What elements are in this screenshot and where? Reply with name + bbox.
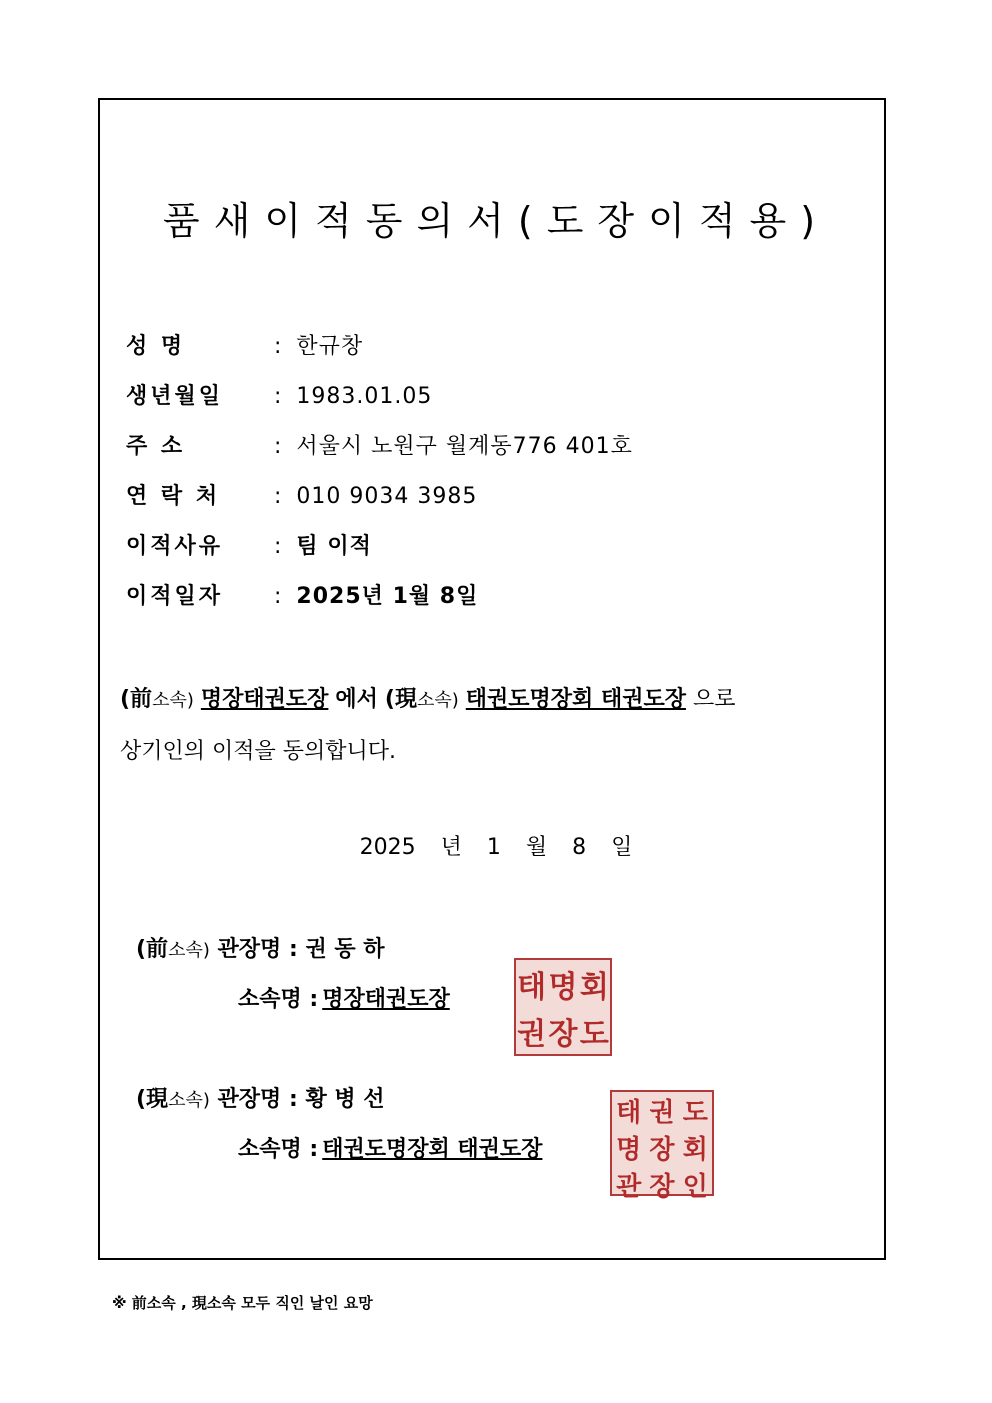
seal-char: 태 (517, 969, 547, 1005)
seal-char: 장 (548, 1016, 578, 1052)
prev-gym-seal (514, 958, 612, 1056)
curr-gym-seal (610, 1090, 714, 1202)
curr-so-label: 소속) (416, 690, 459, 711)
curr-gym-signature: 태권도명장회 태권도장 (322, 1137, 543, 1162)
field-value: 1983.01.05 (296, 384, 433, 409)
seal-char: 명 (616, 1135, 642, 1165)
seal-char: 회 (579, 969, 609, 1005)
field-label: 이적일자 (126, 584, 224, 609)
prev-hanja: (前 (120, 687, 153, 712)
to-word: 으로 (692, 687, 736, 712)
gym-label: 소속명 (238, 1137, 302, 1162)
field-contact (126, 480, 477, 514)
colon: : (274, 584, 282, 609)
field-label: 생년월일 (126, 384, 224, 409)
seal-char: 권 (517, 1016, 547, 1052)
field-name (126, 330, 363, 364)
field-label: 이적사유 (126, 534, 224, 559)
colon: : (274, 434, 282, 459)
prev-head-line: (前소속) 관장명 : 권 동 하 (136, 937, 385, 962)
head-label: 관장명 (217, 937, 282, 962)
curr-tag-so: 소속) (168, 1090, 210, 1111)
field-value: 서울시 노원구 월계동776 401호 (296, 434, 633, 459)
colon: : (274, 384, 282, 409)
footnote: ※ 前소속 , 現소속 모두 직인 날인 요망 (112, 1294, 373, 1312)
seal-char: 도 (579, 1016, 609, 1052)
head-label: 관장명 (217, 1087, 282, 1112)
seal-char: 장 (649, 1172, 675, 1202)
curr-tag-hanja: (現 (136, 1087, 169, 1112)
prev-tag-hanja: (前 (136, 937, 169, 962)
field-label: 성 명 (126, 334, 186, 359)
curr-head-line: (現소속) 관장명 : 황 병 선 (136, 1087, 385, 1112)
field-value: 010 9034 3985 (296, 484, 478, 509)
prev-so-label: 소속) (152, 690, 194, 711)
field-value: 한규창 (296, 334, 364, 359)
field-value: 팀 이적 (296, 534, 372, 559)
field-label: 주 소 (126, 434, 186, 459)
curr-gym-line: 소속명 : 태권도명장회 태권도장 (238, 1137, 543, 1162)
curr-gym-name: 태권도명장회 태권도장 (465, 687, 686, 712)
field-address (126, 430, 633, 464)
seal-char: 인 (682, 1172, 708, 1202)
consent-statement (120, 682, 890, 713)
field-label: 연 락 처 (126, 484, 221, 509)
prev-gym-name: 명장태권도장 (200, 687, 329, 712)
seal-char: 도 (682, 1098, 708, 1128)
prev-gym-signature: 명장태권도장 (322, 987, 450, 1012)
seal-char: 장 (649, 1135, 675, 1165)
signing-date: 2025 년 1 월 8 일 (359, 835, 633, 860)
seal-char: 명 (548, 969, 578, 1005)
consent-line2: 상기인의 이적을 동의합니다. (120, 739, 397, 764)
curr-affiliation-tag (385, 687, 459, 712)
prev-tag-so: 소속) (168, 940, 210, 961)
field-birthdate (126, 380, 432, 414)
curr-head-name: 황 병 선 (305, 1087, 385, 1112)
curr-hanja: (現 (384, 687, 417, 712)
field-transfer-date (126, 580, 478, 614)
colon: : (274, 484, 282, 509)
seal-char: 태 (616, 1098, 642, 1128)
document-title: 품새이적동의서(도장이적용) (162, 199, 830, 243)
from-word: 에서 (335, 687, 378, 712)
colon: : (274, 534, 282, 559)
prev-head-name: 권 동 하 (305, 937, 385, 962)
seal-char: 관 (616, 1172, 642, 1202)
seal-char: 회 (682, 1135, 708, 1165)
field-transfer-reason (126, 530, 372, 564)
prev-gym-line: 소속명 : 명장태권도장 (238, 982, 464, 1013)
colon: : (274, 334, 282, 359)
gym-label: 소속명 (238, 987, 302, 1012)
field-value: 2025년 1월 8일 (296, 584, 479, 609)
prev-affiliation-tag (120, 687, 194, 712)
seal-char: 권 (649, 1098, 675, 1128)
